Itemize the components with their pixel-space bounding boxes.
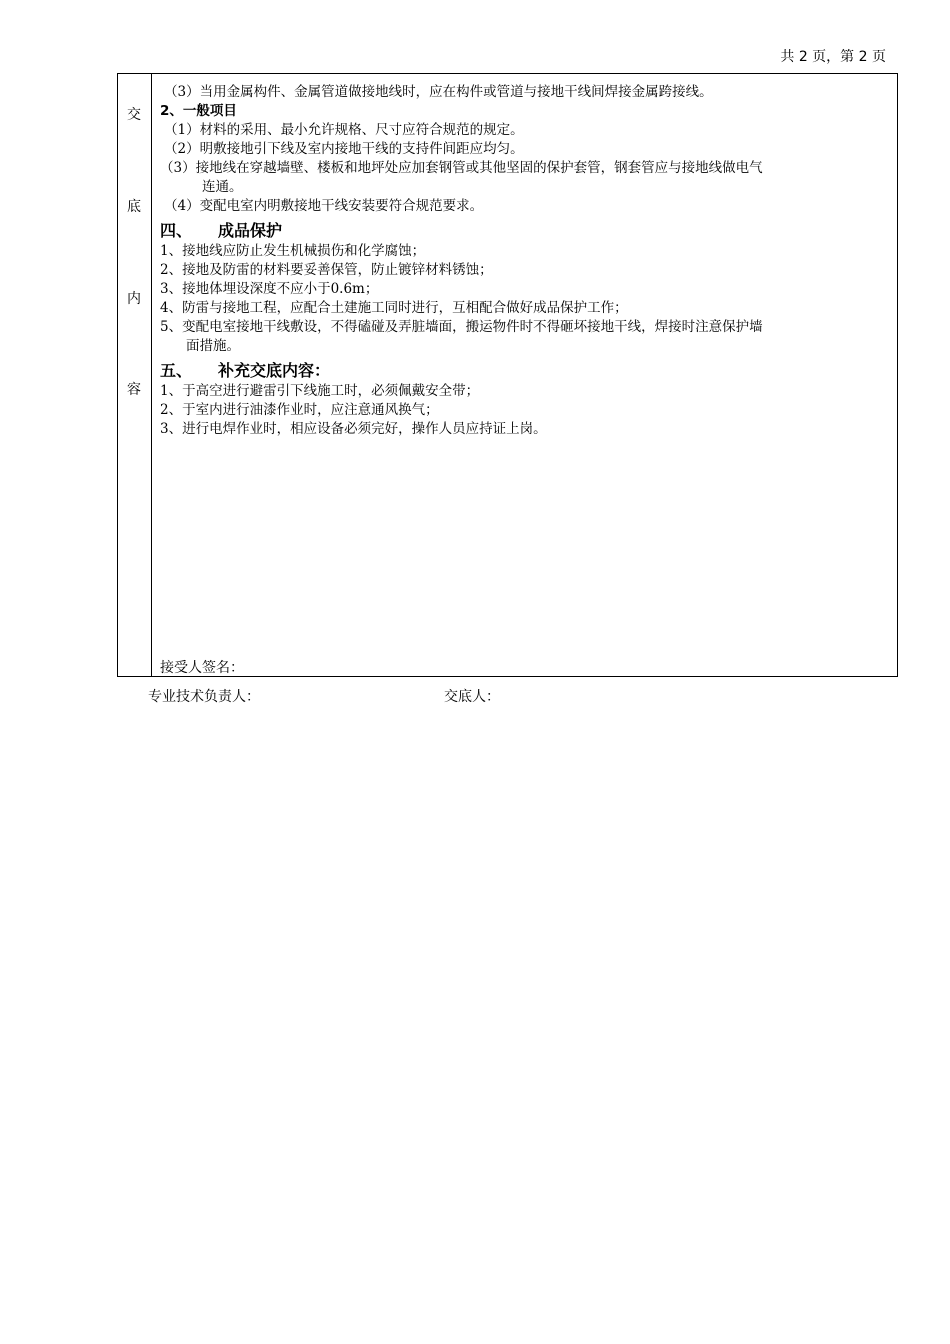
section-heading xyxy=(160,360,891,382)
section-title: 补充交底内容： xyxy=(218,361,331,380)
label-char: 内 xyxy=(127,291,141,307)
disclosure-table xyxy=(117,73,898,677)
receiver-signature-label: 接受人签名： xyxy=(160,660,244,676)
section-number: 四、 xyxy=(160,221,193,240)
section-number: 五、 xyxy=(160,361,193,380)
content-line: 1、接地线应防止发生机械损伤和化学腐蚀； xyxy=(160,243,426,259)
label-char: 容 xyxy=(127,382,141,398)
label-column xyxy=(118,74,152,676)
tech-lead-label: 专业技术负责人： xyxy=(148,689,260,705)
section-title: 成品保护 xyxy=(218,221,283,240)
content-line: 连通。 xyxy=(202,179,243,195)
content-line: 2、于室内进行油漆作业时，应注意通风换气； xyxy=(160,402,439,418)
content-line: 2、接地及防雷的材料要妥善保管，防止镀锌材料锈蚀； xyxy=(160,262,493,278)
content-line: （3）接地线在穿越墙壁、楼板和地坪处应加套钢管或其他坚固的保护套管，钢套管应与接地线做电气 xyxy=(160,160,763,176)
content-line: 3、进行电焊作业时，相应设备必须完好，操作人员应持证上岗。 xyxy=(160,421,547,437)
content-line: （2）明敷接地引下线及室内接地干线的支持件间距应均匀。 xyxy=(164,141,524,157)
content-line: 3、接地体埋设深度不应小于0.6m； xyxy=(160,281,379,297)
subsection-heading: 2、一般项目 xyxy=(160,103,237,119)
content-line: （1）材料的采用、最小允许规格、尺寸应符合规范的规定。 xyxy=(164,122,524,138)
label-char: 交 xyxy=(127,107,141,123)
disclosure-content xyxy=(160,83,891,439)
content-line: （3）当用金属构件、金属管道做接地线时，应在构件或管道与接地干线间焊接金属跨接线。 xyxy=(164,84,713,100)
content-line: （4）变配电室内明敷接地干线安装要符合规范要求。 xyxy=(164,198,484,214)
page-info: 共 2 页，第 2 页 xyxy=(780,49,886,65)
presenter-label: 交底人： xyxy=(444,689,500,705)
section-heading xyxy=(160,220,891,242)
label-char: 底 xyxy=(127,199,141,215)
content-line: 面措施。 xyxy=(186,338,240,354)
content-line: 4、防雷与接地工程，应配合土建施工同时进行，互相配合做好成品保护工作； xyxy=(160,300,628,316)
content-line: 1、于高空进行避雷引下线施工时，必须佩戴安全带； xyxy=(160,383,480,399)
content-line: 5、变配电室接地干线敷设，不得磕碰及弄脏墙面，搬运物件时不得砸坏接地干线，焊接时注意保护墙 xyxy=(160,319,763,335)
